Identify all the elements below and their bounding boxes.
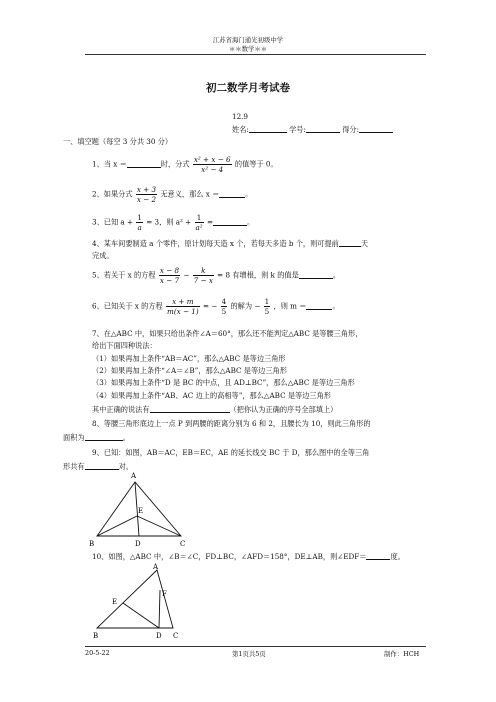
q3-blank <box>213 217 247 226</box>
name-blank <box>249 124 287 133</box>
q10-segment-de <box>123 603 159 628</box>
q10-figure <box>85 560 190 642</box>
q9-label-b: B <box>89 540 95 548</box>
question-3 <box>92 213 254 232</box>
q3-text-c: = <box>206 217 213 227</box>
q1-text-b: 时，分式 <box>160 159 190 169</box>
q4-blank <box>339 238 361 247</box>
section-heading: 一、填空题（每空 3 分共 30 分） <box>63 137 173 146</box>
q8-blank <box>85 432 123 441</box>
q6-text-d: ，则 m ＝ <box>273 301 307 311</box>
q10-label-a: A <box>153 563 159 571</box>
q9-label-a: A <box>131 472 137 480</box>
score-label: 得分: <box>342 125 359 134</box>
q6-fraction-1: $\frac{x + m}{m(x - 1)}$ <box>167 297 199 316</box>
q10-blank <box>366 551 390 560</box>
q2-text-a: 2、如果分式 <box>92 189 133 199</box>
question-1 <box>92 155 278 174</box>
q5-fraction-2: $\frac{k}{7 - x}$ <box>193 266 213 285</box>
q6-text-c: 的解为 − <box>230 301 261 311</box>
q10-label-f: F <box>162 590 167 598</box>
footer-date: 20-5-22 <box>85 649 110 657</box>
question-6 <box>92 297 340 316</box>
q9-figure <box>85 468 190 550</box>
q9-segment-be <box>97 516 137 536</box>
question-7-line-2: 给出下面四种说法： <box>92 341 157 350</box>
q4-text: 4、某车间要制造 a 个零件，原计划每天造 x 个，若每天多造 b 个，则可提前 <box>92 239 339 248</box>
question-7-option-1: （1）如果再加上条件“AB＝AC”，那么△ABC 是等边三角形 <box>92 354 286 363</box>
q3-text-d: 。 <box>247 217 255 227</box>
q10-label-d: D <box>156 632 162 640</box>
question-7-option-4: （4）如果再加上条件“AB、AC 边上的高相等”，那么△ABC 是等边三角形 <box>92 391 331 400</box>
q9-segment-ce <box>137 516 181 536</box>
id-label: 学号: <box>289 125 306 134</box>
header-rule <box>85 54 426 55</box>
q9-label-e: E <box>138 507 144 515</box>
q6-text-a: 6、已知关于 x 的方程 <box>92 301 163 311</box>
question-8-line-1: 8、等腰三角形底边上一点 P 到两腰的距离分别为 6 和 2，且腰长为 10，则此三角形的 <box>92 419 371 428</box>
q7-blank <box>150 404 230 413</box>
q2-text-b: 无意义，那么 x ＝ <box>160 189 220 199</box>
footer-rule <box>85 646 426 647</box>
question-2 <box>92 185 252 204</box>
q9-text: 形共有 <box>63 462 85 471</box>
q10-text-b: 度。 <box>390 552 405 561</box>
q10-segment-df <box>159 590 160 628</box>
q5-blank <box>299 270 333 279</box>
q5-minus: − <box>183 270 190 280</box>
q9-label-c: C <box>180 540 186 548</box>
q6-fraction-3: $\frac{1}{5}$ <box>264 297 270 316</box>
question-7-option-2: （2）如果再加上条件“∠A＝∠B”，那么△ABC 是等边三角形 <box>92 366 287 375</box>
q6-text-e: 。 <box>332 301 340 311</box>
question-4-line-1 <box>92 238 368 249</box>
header-subject: ＊＊数学＊＊ <box>228 45 268 53</box>
q1-text-c: 的值等于 0。 <box>234 159 278 169</box>
student-info <box>232 124 393 135</box>
q3-fraction-2: $\frac{1}{\text{a²}}$ <box>195 213 203 232</box>
q1-fraction: $\frac{\text{x² + x − 6}}{\text{x² − 4}}$ <box>193 155 231 174</box>
q9-tail: 对。 <box>118 462 133 471</box>
name-label: 姓名: <box>232 125 249 134</box>
q10-label-e: E <box>112 598 118 606</box>
q10-label-c: C <box>173 632 179 640</box>
q4-tail: 天 <box>360 239 369 248</box>
question-7-ask <box>92 404 337 415</box>
q8-text: 面积为 <box>63 433 85 442</box>
score-blank <box>359 124 393 133</box>
q7-ask-tail: （把你认为正确的序号全部填上） <box>229 405 338 414</box>
q5-fraction-1: $\frac{x - 8}{x - 7}$ <box>159 266 180 285</box>
exam-title: 初二数学月考试卷 <box>206 82 290 94</box>
q2-text-c: 。 <box>245 189 253 199</box>
question-4-line-2: 完成。 <box>92 251 114 260</box>
q3-text-b: = 3，则 a² + <box>146 217 192 227</box>
q10-label-b: B <box>93 632 99 640</box>
q2-fraction: $\frac{x + 3}{x - 2}$ <box>136 185 157 204</box>
q8-tail: 。 <box>122 433 130 442</box>
q6-blank <box>306 301 332 310</box>
q5-text-a: 5、若关于 x 的方程 <box>92 270 156 280</box>
q1-text-a: 1、当 x ＝ <box>92 159 127 169</box>
q10-text-a: 10、如图，△ABC 中，∠B＝∠C，FD⊥BC，∠AFD＝158°，DE⊥AB，则∠EDF＝ <box>92 552 367 561</box>
q5-text-c: 。 <box>332 270 340 280</box>
q3-fraction-1: $\frac{1}{a}$ <box>137 213 142 232</box>
footer-author: 制作：HCH <box>384 650 420 658</box>
q9-label-d: D <box>135 540 141 548</box>
question-8-line-2 <box>63 432 130 443</box>
footer-page: 第1页共5页 <box>232 650 266 658</box>
header-school: 江苏省海门通光初级中学 <box>212 36 284 44</box>
question-5 <box>92 266 340 285</box>
q7-ask-text: 其中正确的说法有 <box>92 405 150 414</box>
q3-text-a: 3、已知 a + <box>92 217 134 227</box>
id-blank <box>306 124 340 133</box>
exam-date: 12.9 <box>232 112 249 121</box>
q2-blank <box>219 189 245 198</box>
q1-blank <box>127 159 161 168</box>
q6-fraction-2: $\frac{4}{5}$ <box>221 297 227 316</box>
q6-text-b: = − <box>202 301 218 311</box>
question-7-option-3: （3）如果再加上条件“D 是 BC 的中点，且 AD⊥BC”，那么△ABC 是等边三角形 <box>92 378 355 387</box>
question-9-line-1: 9、已知：如图，AB＝AC，EB＝EC，AE 的延长线交 BC 于 D，那么图中的全等三角 <box>92 448 370 457</box>
q5-text-b: = 8 有增根，则 k 的值是 <box>217 270 299 280</box>
question-7-line-1: 7、在△ABC 中，如果只给出条件∠A＝60°，那么还不能判定△ABC 是等腰三角形， <box>92 329 363 338</box>
q10-triangle-abc <box>97 570 173 628</box>
